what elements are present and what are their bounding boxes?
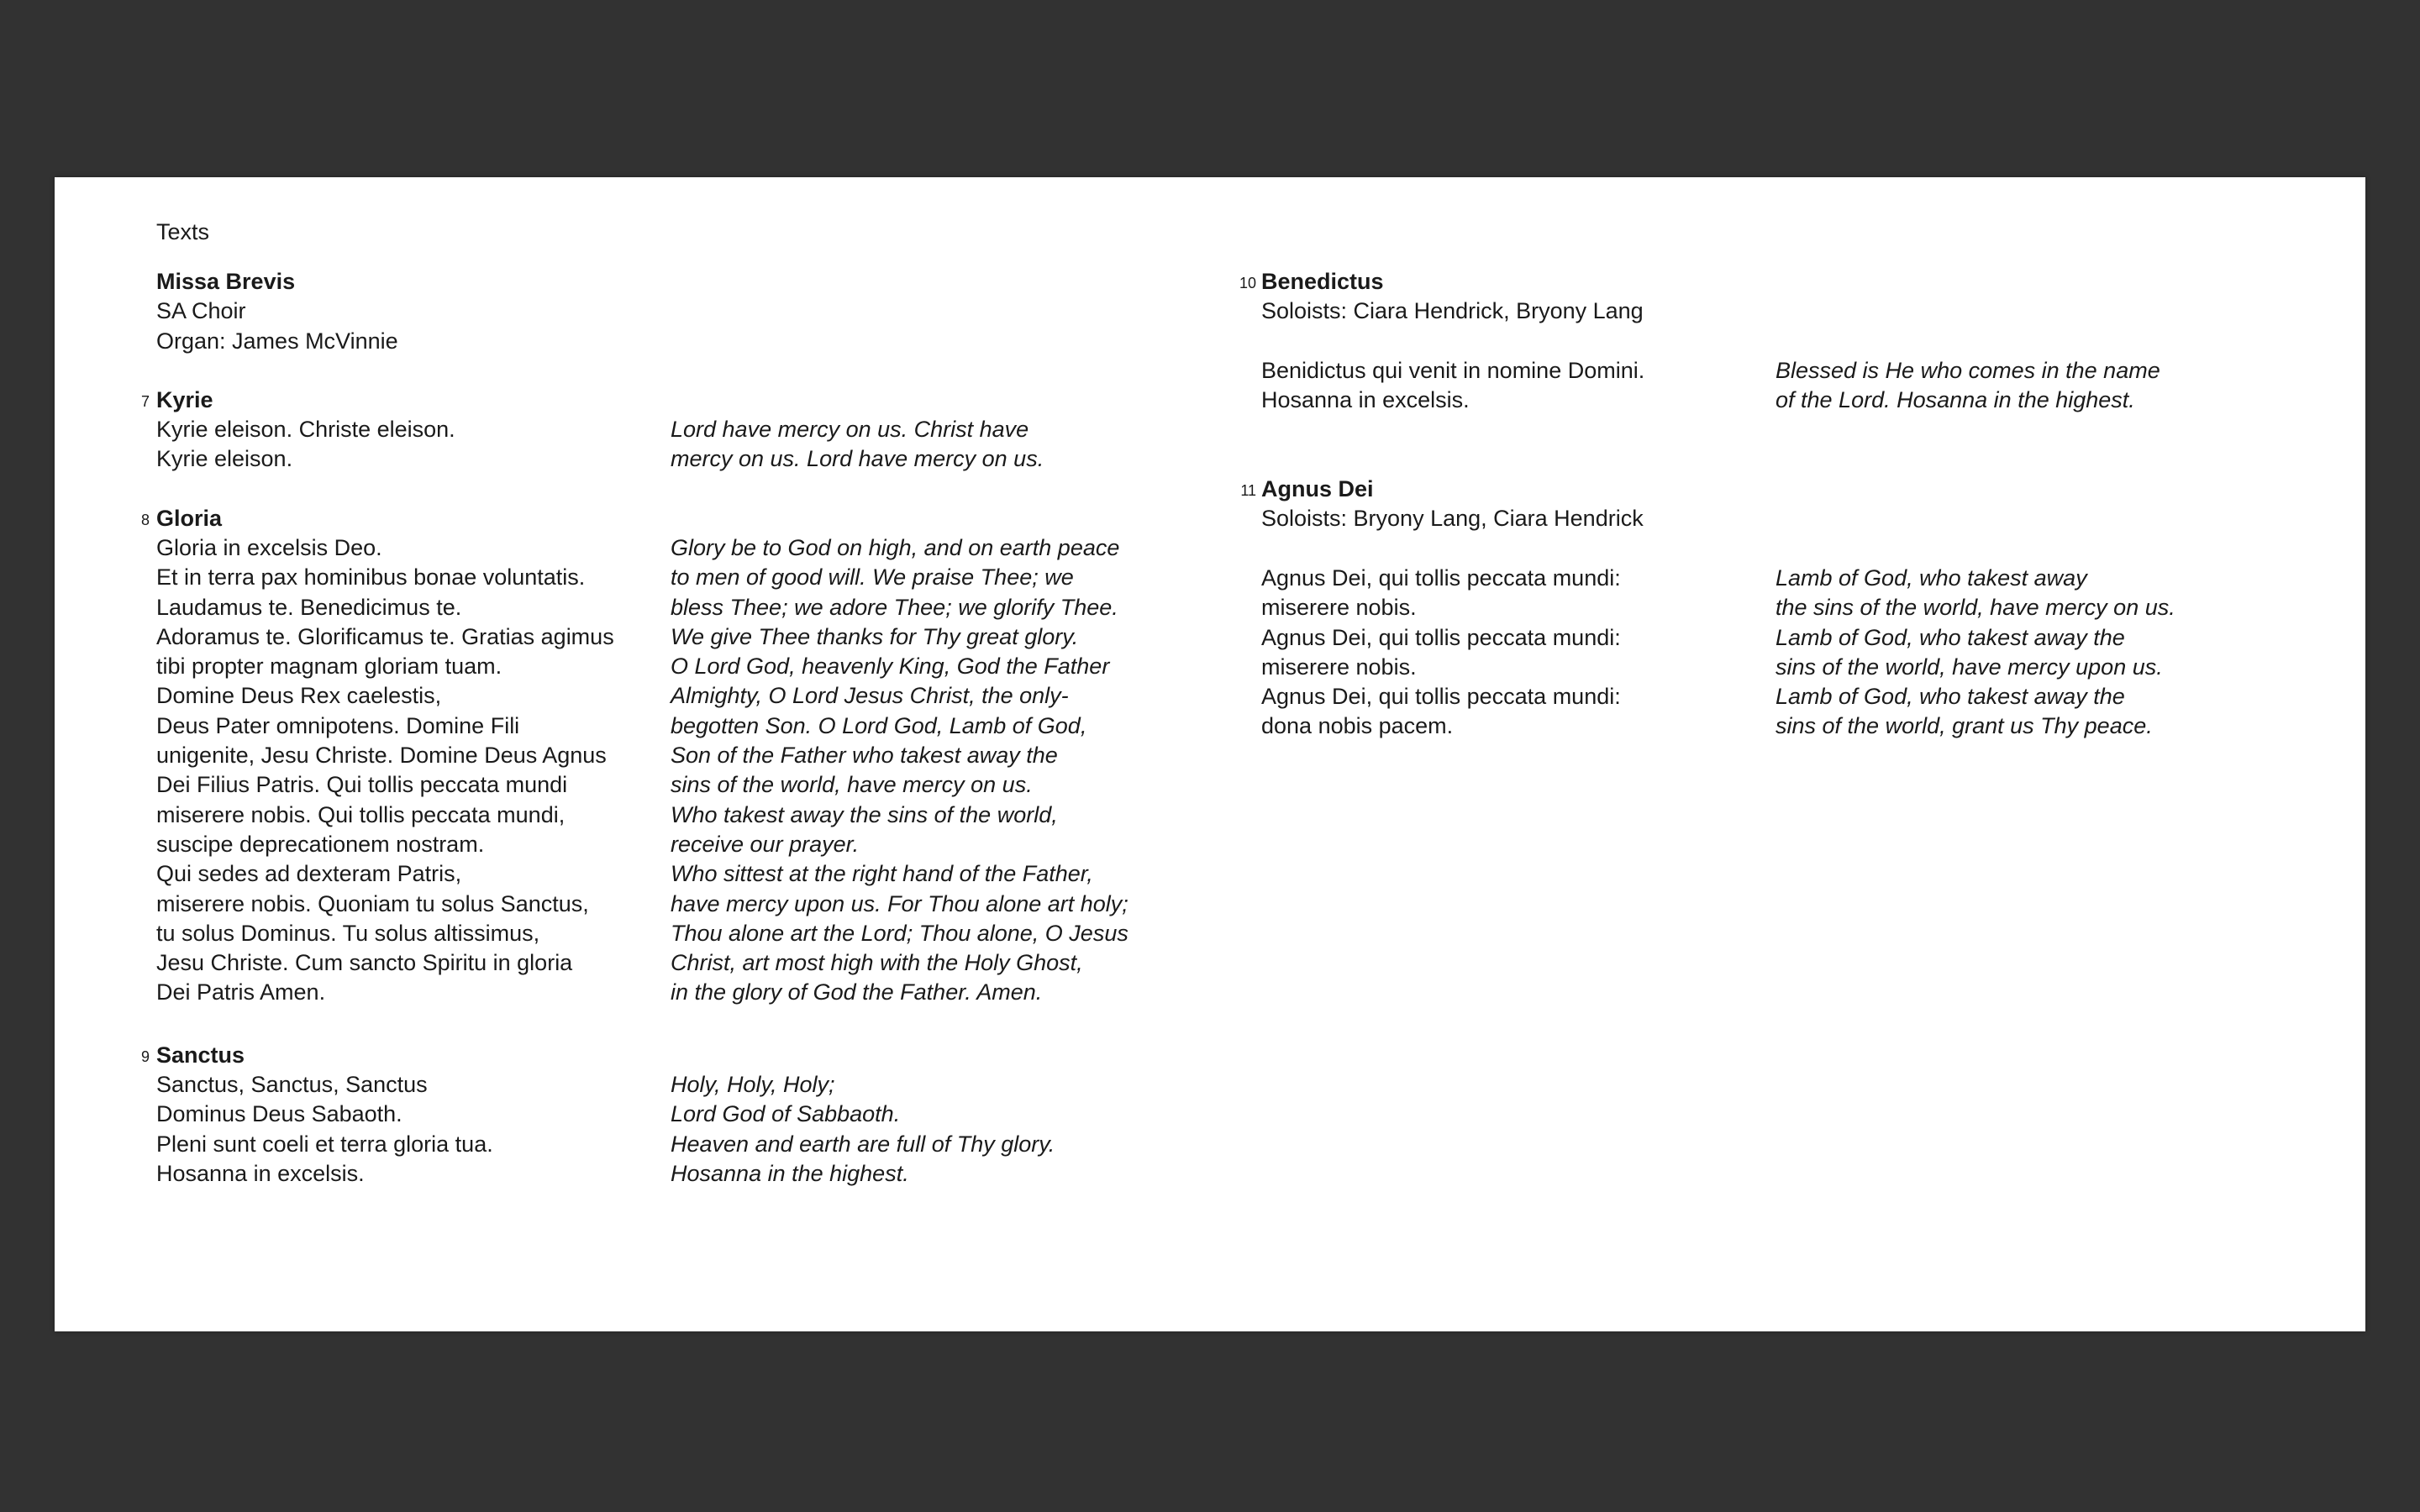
agnus-title-text: Agnus Dei bbox=[1261, 476, 1374, 501]
text-line: Thou alone art the Lord; Thou alone, O Jesus bbox=[671, 920, 1128, 946]
track-number: 9 bbox=[140, 1048, 150, 1065]
text-line: begotten Son. O Lord God, Lamb of God, bbox=[671, 712, 1087, 738]
text-line: Glory be to God on high, and on earth peace bbox=[671, 535, 1120, 560]
kyrie-section bbox=[140, 386, 213, 415]
text-line: Sanctus, Sanctus, Sanctus bbox=[156, 1072, 428, 1097]
text-line: Who takest away the sins of the world, bbox=[671, 801, 1058, 827]
text-line: Lamb of God, who takest away bbox=[1776, 565, 2087, 591]
text-line: Christ, art most high with the Holy Ghost, bbox=[671, 950, 1083, 976]
gloria-title bbox=[140, 504, 223, 533]
text-line: suscipe deprecationem nostram. bbox=[156, 831, 485, 857]
text-line: of the Lord. Hosanna in the highest. bbox=[1776, 387, 2135, 413]
text-line: miserere nobis. Quoniam tu solus Sanctus, bbox=[156, 890, 589, 916]
text-line: Kyrie eleison. bbox=[156, 446, 293, 472]
text-line: tibi propter magnam gloriam tuam. bbox=[156, 654, 502, 680]
text-line: Gloria in excelsis Deo. bbox=[156, 535, 382, 560]
mass-header bbox=[156, 267, 398, 356]
text-line: Jesu Christe. Cum sancto Spiritu in gloria bbox=[156, 950, 573, 976]
text-line: mercy on us. Lord have mercy on us. bbox=[671, 446, 1044, 472]
text-line: miserere nobis. bbox=[1261, 654, 1417, 680]
text-line: Deus Pater omnipotens. Domine Fili bbox=[156, 712, 520, 738]
text-line: in the glory of God the Father. Amen. bbox=[671, 979, 1043, 1005]
text-line: unigenite, Jesu Christe. Domine Deus Agnus bbox=[156, 743, 607, 769]
text-line: miserere nobis. Qui tollis peccata mundi, bbox=[156, 801, 566, 827]
text-line: Who sittest at the right hand of the Father, bbox=[671, 861, 1093, 887]
text-line: miserere nobis. bbox=[1261, 595, 1417, 621]
kyrie-title bbox=[140, 386, 213, 415]
sanctus-title bbox=[140, 1041, 245, 1070]
mass-choir: SA Choir bbox=[156, 298, 246, 324]
track-number: 7 bbox=[140, 393, 150, 410]
text-line: receive our prayer. bbox=[671, 831, 860, 857]
kyrie-english bbox=[671, 415, 1044, 475]
text-line: Hosanna in the highest. bbox=[671, 1160, 909, 1186]
text-line: tu solus Dominus. Tu solus altissimus, bbox=[156, 920, 540, 946]
gloria-english bbox=[671, 533, 1128, 1008]
agnus-soloists: Soloists: Bryony Lang, Ciara Hendrick bbox=[1261, 506, 1644, 532]
text-line: O Lord God, heavenly King, God the Father bbox=[671, 654, 1110, 680]
text-line: Blessed is He who comes in the name bbox=[1776, 358, 2160, 383]
text-line: Benidictus qui venit in nomine Domini. bbox=[1261, 358, 1645, 383]
text-line: Heaven and earth are full of Thy glory. bbox=[671, 1131, 1055, 1157]
text-line: Lamb of God, who takest away the bbox=[1776, 684, 2125, 710]
text-line: Almighty, O Lord Jesus Christ, the only- bbox=[671, 683, 1069, 709]
text-line: sins of the world, have mercy upon us. bbox=[1776, 654, 2163, 680]
benedictus-title bbox=[1239, 267, 1644, 297]
text-line: dona nobis pacem. bbox=[1261, 713, 1454, 739]
gloria-latin bbox=[156, 533, 614, 1008]
benedictus-title-text: Benedictus bbox=[1261, 269, 1384, 294]
agnus-latin bbox=[1261, 564, 1621, 742]
text-line: Et in terra pax hominibus bonae voluntatis. bbox=[156, 564, 586, 591]
text-line: Agnus Dei, qui tollis peccata mundi: bbox=[1261, 565, 1621, 591]
text-line: Domine Deus Rex caelestis, bbox=[156, 683, 442, 709]
track-number: 11 bbox=[1240, 482, 1256, 499]
text-line: Dei Filius Patris. Qui tollis peccata mundi bbox=[156, 772, 568, 798]
text-line: Agnus Dei, qui tollis peccata mundi: bbox=[1261, 624, 1621, 650]
text-line: the sins of the world, have mercy on us. bbox=[1776, 595, 2175, 621]
text-line: We give Thee thanks for Thy great glory. bbox=[671, 623, 1079, 649]
agnus-title bbox=[1240, 475, 1644, 504]
sanctus-english bbox=[671, 1070, 1055, 1189]
mass-title: Missa Brevis bbox=[156, 269, 296, 294]
text-line: Kyrie eleison. Christe eleison. bbox=[156, 417, 455, 442]
kyrie-title-text: Kyrie bbox=[156, 387, 213, 412]
text-line: Hosanna in excelsis. bbox=[156, 1160, 365, 1186]
text-line: Lamb of God, who takest away the bbox=[1776, 624, 2125, 650]
benedictus-soloists: Soloists: Ciara Hendrick, Bryony Lang bbox=[1261, 298, 1644, 324]
agnus-section bbox=[1240, 475, 1644, 534]
track-number: 10 bbox=[1239, 275, 1256, 291]
text-line: sins of the world, grant us Thy peace. bbox=[1776, 713, 2153, 739]
agnus-english bbox=[1776, 564, 2175, 742]
sanctus-title-text: Sanctus bbox=[156, 1042, 245, 1068]
sanctus-section bbox=[140, 1041, 245, 1070]
text-line: Lord God of Sabbaoth. bbox=[671, 1101, 901, 1127]
text-line: Son of the Father who takest away the bbox=[671, 743, 1058, 769]
benedictus-section bbox=[1239, 267, 1644, 327]
text-line: Agnus Dei, qui tollis peccata mundi: bbox=[1261, 684, 1621, 710]
text-line: to men of good will. We praise Thee; we bbox=[671, 564, 1074, 591]
text-line: Pleni sunt coeli et terra gloria tua. bbox=[156, 1131, 493, 1157]
sanctus-latin bbox=[156, 1070, 493, 1189]
benedictus-latin bbox=[1261, 356, 1644, 416]
gloria-title-text: Gloria bbox=[156, 506, 223, 531]
text-line: Dei Patris Amen. bbox=[156, 979, 326, 1005]
text-line: Laudamus te. Benedicimus te. bbox=[156, 594, 462, 620]
text-line: Lord have mercy on us. Christ have bbox=[671, 417, 1029, 442]
track-number: 8 bbox=[140, 512, 150, 528]
texts-heading: Texts bbox=[156, 219, 210, 244]
text-line: have mercy upon us. For Thou alone art holy; bbox=[671, 890, 1128, 916]
benedictus-english bbox=[1776, 356, 2160, 416]
text-line: Hosanna in excelsis. bbox=[1261, 387, 1470, 413]
text-line: Holy, Holy, Holy; bbox=[671, 1072, 835, 1097]
text-line: Qui sedes ad dexteram Patris, bbox=[156, 861, 462, 887]
text-line: Dominus Deus Sabaoth. bbox=[156, 1101, 402, 1127]
text-line: Adoramus te. Glorificamus te. Gratias agimus bbox=[156, 623, 614, 649]
text-line: sins of the world, have mercy on us. bbox=[671, 772, 1033, 798]
text-line: bless Thee; we adore Thee; we glorify Thee. bbox=[671, 594, 1118, 620]
document-page bbox=[55, 177, 2365, 1331]
kyrie-latin bbox=[156, 415, 455, 475]
mass-organ: Organ: James McVinnie bbox=[156, 328, 398, 354]
gloria-section bbox=[140, 504, 223, 533]
